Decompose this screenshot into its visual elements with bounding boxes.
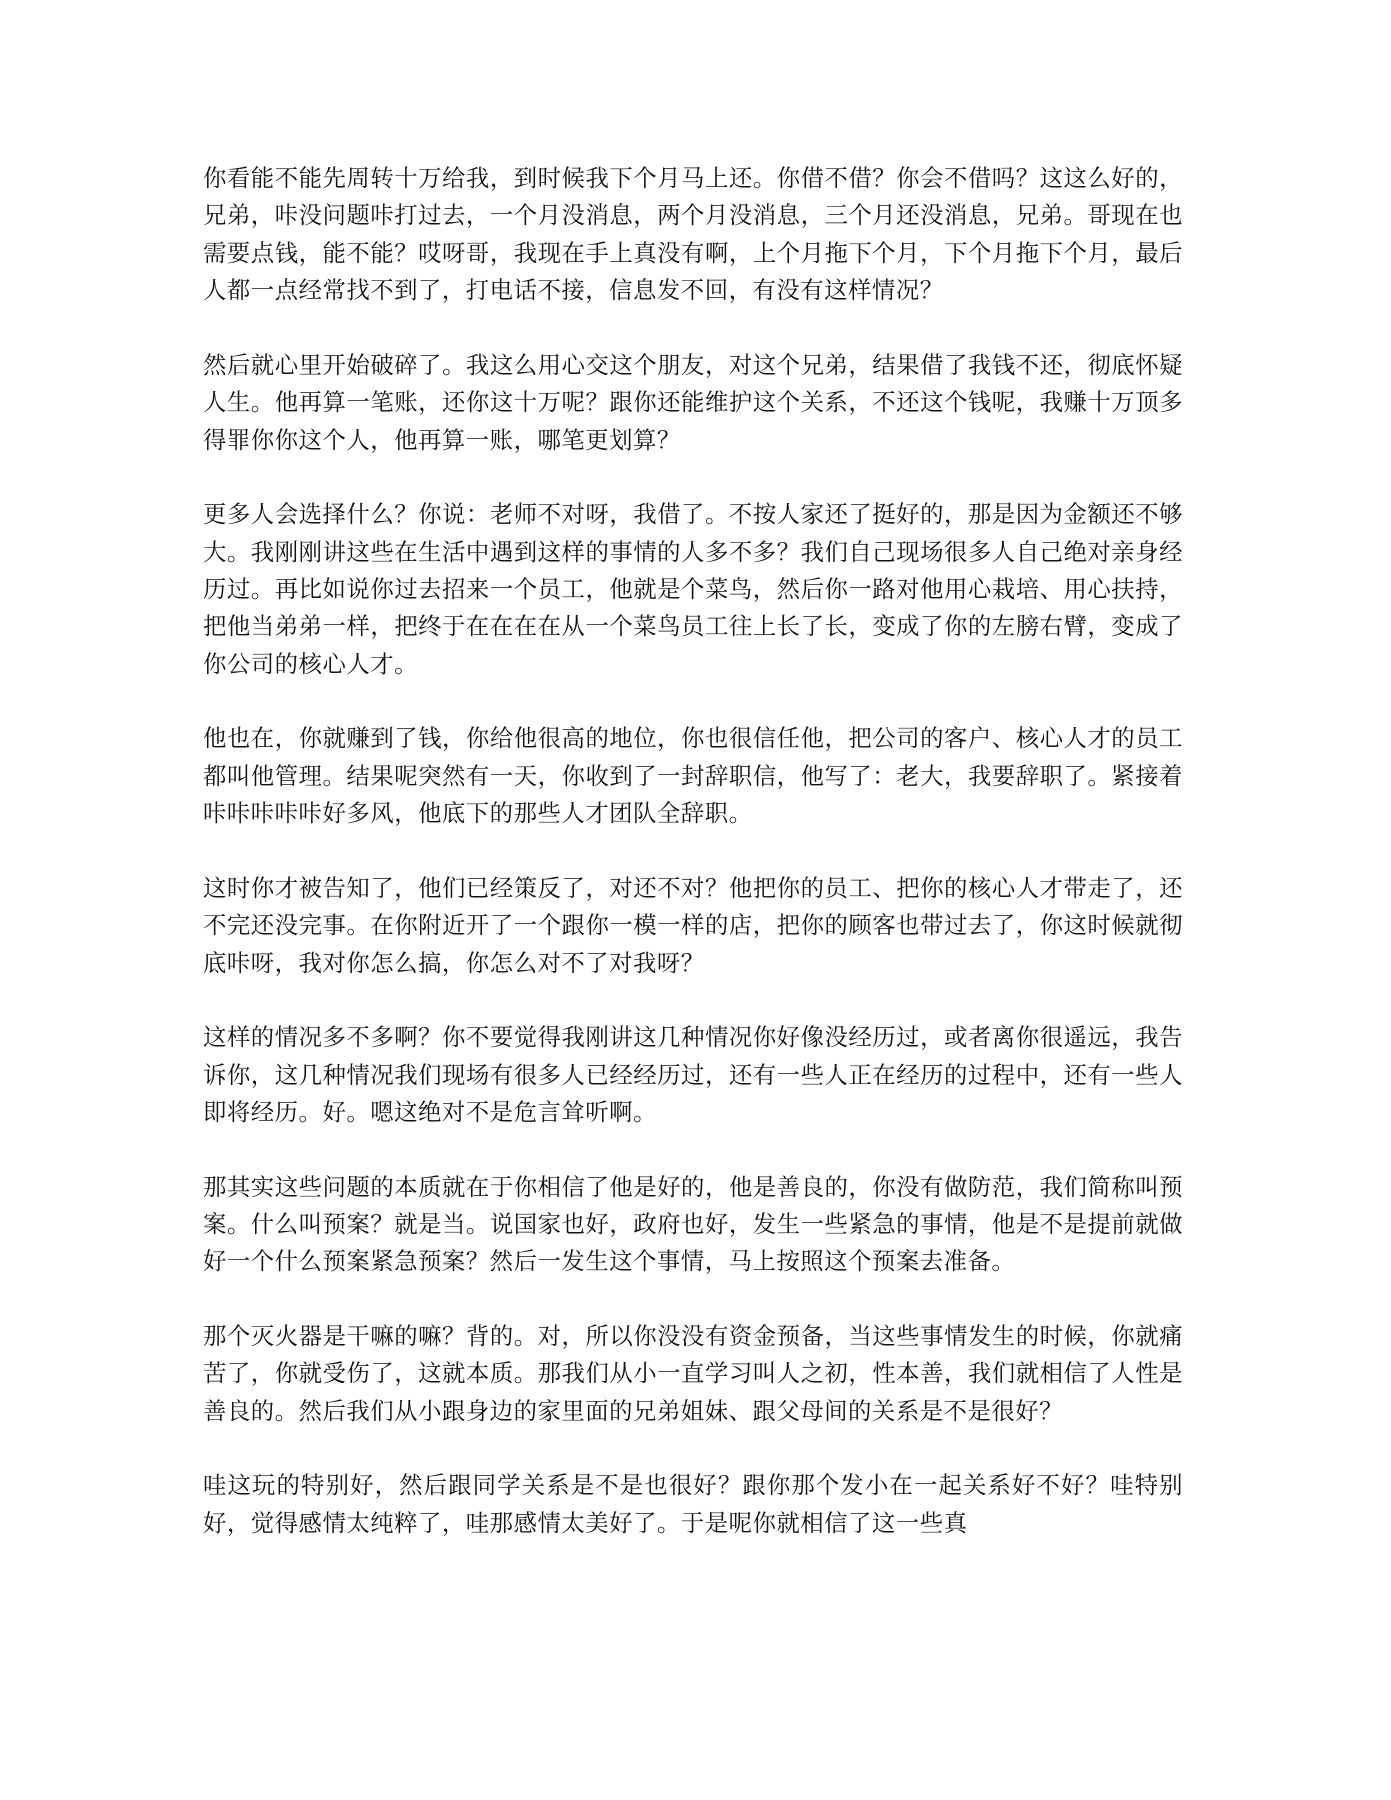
paragraph-9: 哇这玩的特别好，然后跟同学关系是不是也很好？跟你那个发小在一起关系好不好？哇特别好，觉得感情太纯粹了，哇那感情太美好了。于是呢你就相信了这一些真 — [203, 1471, 1183, 1537]
paragraph-7: 那其实这些问题的本质就在于你相信了他是好的，他是善良的，你没有做防范，我们简称叫预案。什么叫预案？就是当。说国家也好，政府也好，发生一些紧急的事情，他是不是提前就做好一个什么预案紧急预案？然后一发生这个事情，马上按照这个预案去准备。 — [203, 1172, 1183, 1276]
paragraph-8: 那个灭火器是干嘛的嘛？背的。对，所以你没没有资金预备，当这些事情发生的时候，你就痛苦了，你就受伤了，这就本质。那我们从小一直学习叫人之初，性本善，我们就相信了人性是善良的。然后我们从小跟身边的家里面的兄弟姐妹、跟父母间的关系是不是很好？ — [203, 1322, 1183, 1425]
paragraph-2: 然后就心里开始破碎了。我这么用心交这个朋友，对这个兄弟，结果借了我钱不还，彻底怀疑人生。他再算一笔账，还你这十万呢？跟你还能维护这个关系，不还这个钱呢，我赚十万顶多得罪你你这个人，他再算一账，哪笔更划算？ — [203, 350, 1183, 454]
paragraph-1: 你看能不能先周转十万给我，到时候我下个月马上还。你借不借？你会不借吗？这这么好的，兄弟，咔没问题咔打过去，一个月没消息，两个月没消息，三个月还没消息，兄弟。哥现在也需要点钱，能不能？哎呀哥，我现在手上真没有啊，上个月拖下个月，下个月拖下个月，最后人都一点经常找不到了，打电话不接，信息发不回，有没有这样情况？ — [203, 164, 1183, 305]
paragraph-4: 他也在，你就赚到了钱，你给他很高的地位，你也很信任他，把公司的客户、核心人才的员工都叫他管理。结果呢突然有一天，你收到了一封辞职信，他写了：老大，我要辞职了。紧接着咔咔咔咔咔好多风，他底下的那些人才团队全辞职。 — [203, 724, 1183, 828]
paragraph-3: 更多人会选择什么？你说：老师不对呀，我借了。不按人家还了挺好的，那是因为金额还不够大。我刚刚讲这些在生活中遇到这样的事情的人多不多？我们自己现场很多人自己绝对亲身经历过。再比如说你过去招来一个员工，他就是个菜鸟，然后你一路对他用心栽培、用心扶持，把他当弟弟一样，把终于在在在在从一个菜鸟员工往上长了长，变成了你的左膀右臂，变成了你公司的核心人才。 — [203, 500, 1183, 678]
paragraph-6: 这样的情况多不多啊？你不要觉得我刚讲这几种情况你好像没经历过，或者离你很遥远，我告诉你，这几种情况我们现场有很多人已经经历过，还有一些人正在经历的过程中，还有一些人即将经历。好。嗯这绝对不是危言耸听啊。 — [203, 1023, 1183, 1127]
document-body — [203, 160, 1183, 1579]
paragraph-5: 这时你才被告知了，他们已经策反了，对还不对？他把你的员工、把你的核心人才带走了，还不完还没完事。在你附近开了一个跟你一模一样的店，把你的顾客也带过去了，你这时候就彻底咔呀，我对你怎么搞，你怎么对不了对我呀？ — [203, 873, 1183, 977]
